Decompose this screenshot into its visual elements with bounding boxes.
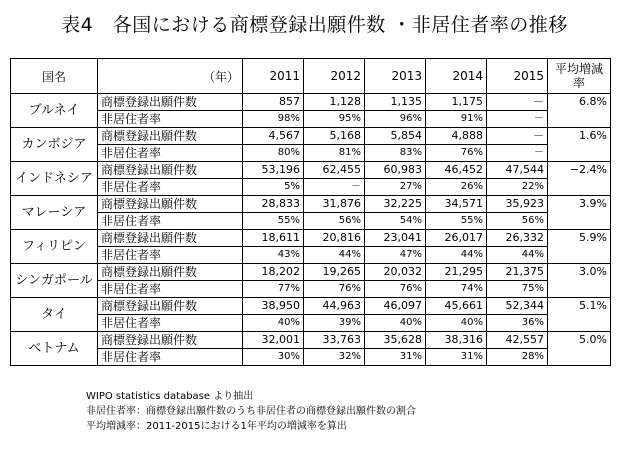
application-count-cell: 5,854 <box>365 128 426 145</box>
country-name: シンガポール <box>11 264 98 298</box>
nonresident-rate-cell: 95% <box>304 111 365 128</box>
nonresident-rate-cell: 32% <box>304 349 365 366</box>
country-name: ベトナム <box>11 332 98 366</box>
nonresident-rate-cell: 81% <box>304 145 365 162</box>
nonresident-rate-cell: 36% <box>487 315 548 332</box>
metric-label-nonresident: 非居住者率 <box>98 281 243 298</box>
table-row <box>11 315 611 332</box>
application-count-cell: 28,833 <box>243 196 304 213</box>
table-row <box>11 128 611 145</box>
table-row <box>11 332 611 349</box>
header-year: 2012 <box>304 59 365 94</box>
average-rate-cell: −2.4% <box>548 162 611 179</box>
metric-label-applications: 商標登録出願件数 <box>98 128 243 145</box>
application-count-cell: 21,375 <box>487 264 548 281</box>
nonresident-rate-cell: 43% <box>243 247 304 264</box>
average-rate-cell: 5.0% <box>548 332 611 349</box>
average-rate-blank-cell <box>548 145 611 162</box>
application-count-cell: 23,041 <box>365 230 426 247</box>
nonresident-rate-cell: 30% <box>243 349 304 366</box>
table-row <box>11 145 611 162</box>
nonresident-rate-cell: 74% <box>426 281 487 298</box>
footnote-average-rate-definition: 平均増減率：2011-2015における1年平均の増減率を算出 <box>86 421 347 432</box>
header-year: 2011 <box>243 59 304 94</box>
table-row <box>11 264 611 281</box>
application-count-cell: 33,763 <box>304 332 365 349</box>
application-count-cell: － <box>487 94 548 111</box>
application-count-cell: 18,611 <box>243 230 304 247</box>
average-rate-cell: 3.0% <box>548 264 611 281</box>
nonresident-rate-cell: 56% <box>487 213 548 230</box>
header-average-rate <box>548 59 611 94</box>
country-name: マレーシア <box>11 196 98 230</box>
application-count-cell: 45,661 <box>426 298 487 315</box>
application-count-cell: 46,097 <box>365 298 426 315</box>
nonresident-rate-cell: 31% <box>426 349 487 366</box>
application-count-cell: 20,816 <box>304 230 365 247</box>
application-count-cell: 32,225 <box>365 196 426 213</box>
average-rate-blank-cell <box>548 213 611 230</box>
average-rate-blank-cell <box>548 281 611 298</box>
application-count-cell: 32,001 <box>243 332 304 349</box>
application-count-cell: － <box>487 128 548 145</box>
nonresident-rate-cell: 55% <box>426 213 487 230</box>
nonresident-rate-cell: 80% <box>243 145 304 162</box>
metric-label-applications: 商標登録出願件数 <box>98 196 243 213</box>
application-count-cell: 44,963 <box>304 298 365 315</box>
application-count-cell: 42,557 <box>487 332 548 349</box>
header-average-rate-line2: 率 <box>572 76 585 90</box>
nonresident-rate-cell: 40% <box>243 315 304 332</box>
application-count-cell: 53,196 <box>243 162 304 179</box>
country-name: タイ <box>11 298 98 332</box>
table-row <box>11 196 611 213</box>
nonresident-rate-cell: 54% <box>365 213 426 230</box>
table-row <box>11 349 611 366</box>
nonresident-rate-cell: 76% <box>426 145 487 162</box>
metric-label-applications: 商標登録出願件数 <box>98 298 243 315</box>
nonresident-rate-cell: 55% <box>243 213 304 230</box>
country-name: インドネシア <box>11 162 98 196</box>
nonresident-rate-cell: 22% <box>487 179 548 196</box>
nonresident-rate-cell: 5% <box>243 179 304 196</box>
header-year-unit: （年） <box>98 59 243 94</box>
table-body <box>11 94 611 366</box>
average-rate-blank-cell <box>548 349 611 366</box>
nonresident-rate-cell: 77% <box>243 281 304 298</box>
metric-label-applications: 商標登録出願件数 <box>98 94 243 111</box>
document-title: 表4 各国における商標登録出願件数 ・非居住者率の推移 <box>61 14 568 36</box>
footnotes <box>86 389 416 434</box>
metric-label-nonresident: 非居住者率 <box>98 145 243 162</box>
application-count-cell: 26,332 <box>487 230 548 247</box>
metric-label-applications: 商標登録出願件数 <box>98 264 243 281</box>
average-rate-blank-cell <box>548 111 611 128</box>
table-row <box>11 162 611 179</box>
application-count-cell: 35,923 <box>487 196 548 213</box>
nonresident-rate-cell: － <box>304 179 365 196</box>
nonresident-rate-cell: 76% <box>304 281 365 298</box>
nonresident-rate-cell: 75% <box>487 281 548 298</box>
metric-label-applications: 商標登録出願件数 <box>98 230 243 247</box>
nonresident-rate-cell: 44% <box>487 247 548 264</box>
table-row <box>11 213 611 230</box>
application-count-cell: 20,032 <box>365 264 426 281</box>
application-count-cell: 4,888 <box>426 128 487 145</box>
table-row <box>11 179 611 196</box>
nonresident-rate-cell: 96% <box>365 111 426 128</box>
nonresident-rate-cell: 76% <box>365 281 426 298</box>
application-count-cell: 35,628 <box>365 332 426 349</box>
nonresident-rate-cell: 44% <box>304 247 365 264</box>
average-rate-blank-cell <box>548 315 611 332</box>
header-row <box>11 59 611 94</box>
trademark-table <box>10 58 611 366</box>
table-row <box>11 281 611 298</box>
application-count-cell: 62,455 <box>304 162 365 179</box>
application-count-cell: 38,950 <box>243 298 304 315</box>
nonresident-rate-cell: 28% <box>487 349 548 366</box>
application-count-cell: 31,876 <box>304 196 365 213</box>
metric-label-nonresident: 非居住者率 <box>98 213 243 230</box>
metric-label-nonresident: 非居住者率 <box>98 247 243 264</box>
metric-label-applications: 商標登録出願件数 <box>98 162 243 179</box>
header-average-rate-line1: 平均増減 <box>554 62 603 76</box>
header-country: 国名 <box>11 59 98 94</box>
application-count-cell: 19,265 <box>304 264 365 281</box>
application-count-cell: 1,135 <box>365 94 426 111</box>
nonresident-rate-cell: 56% <box>304 213 365 230</box>
nonresident-rate-cell: 39% <box>304 315 365 332</box>
header-year: 2013 <box>365 59 426 94</box>
average-rate-blank-cell <box>548 179 611 196</box>
application-count-cell: 26,017 <box>426 230 487 247</box>
application-count-cell: 38,316 <box>426 332 487 349</box>
nonresident-rate-cell: 47% <box>365 247 426 264</box>
nonresident-rate-cell: 83% <box>365 145 426 162</box>
nonresident-rate-cell: 44% <box>426 247 487 264</box>
nonresident-rate-cell: 91% <box>426 111 487 128</box>
application-count-cell: 34,571 <box>426 196 487 213</box>
header-year: 2015 <box>487 59 548 94</box>
metric-label-applications: 商標登録出願件数 <box>98 332 243 349</box>
application-count-cell: 857 <box>243 94 304 111</box>
average-rate-cell: 1.6% <box>548 128 611 145</box>
application-count-cell: 1,175 <box>426 94 487 111</box>
table-row <box>11 94 611 111</box>
metric-label-nonresident: 非居住者率 <box>98 111 243 128</box>
nonresident-rate-cell: － <box>487 111 548 128</box>
nonresident-rate-cell: 27% <box>365 179 426 196</box>
metric-label-nonresident: 非居住者率 <box>98 349 243 366</box>
country-name: カンボジア <box>11 128 98 162</box>
application-count-cell: 4,567 <box>243 128 304 145</box>
application-count-cell: 5,168 <box>304 128 365 145</box>
average-rate-cell: 5.9% <box>548 230 611 247</box>
header-year: 2014 <box>426 59 487 94</box>
footnote-nonresident-definition: 非居住者率：商標登録出願件数のうち非居住者の商標登録出願件数の割合 <box>86 406 416 417</box>
table-row <box>11 111 611 128</box>
application-count-cell: 60,983 <box>365 162 426 179</box>
footnote-source: WIPO statistics database より抽出 <box>86 391 254 402</box>
application-count-cell: 21,295 <box>426 264 487 281</box>
nonresident-rate-cell: 40% <box>426 315 487 332</box>
application-count-cell: 1,128 <box>304 94 365 111</box>
application-count-cell: 18,202 <box>243 264 304 281</box>
nonresident-rate-cell: － <box>487 145 548 162</box>
average-rate-blank-cell <box>548 247 611 264</box>
table-row <box>11 230 611 247</box>
country-name: ブルネイ <box>11 94 98 128</box>
nonresident-rate-cell: 98% <box>243 111 304 128</box>
average-rate-cell: 6.8% <box>548 94 611 111</box>
table-row <box>11 247 611 264</box>
application-count-cell: 52,344 <box>487 298 548 315</box>
average-rate-cell: 3.9% <box>548 196 611 213</box>
nonresident-rate-cell: 40% <box>365 315 426 332</box>
average-rate-cell: 5.1% <box>548 298 611 315</box>
metric-label-nonresident: 非居住者率 <box>98 179 243 196</box>
application-count-cell: 46,452 <box>426 162 487 179</box>
table-row <box>11 298 611 315</box>
country-name: フィリピン <box>11 230 98 264</box>
nonresident-rate-cell: 31% <box>365 349 426 366</box>
nonresident-rate-cell: 26% <box>426 179 487 196</box>
application-count-cell: 47,544 <box>487 162 548 179</box>
metric-label-nonresident: 非居住者率 <box>98 315 243 332</box>
